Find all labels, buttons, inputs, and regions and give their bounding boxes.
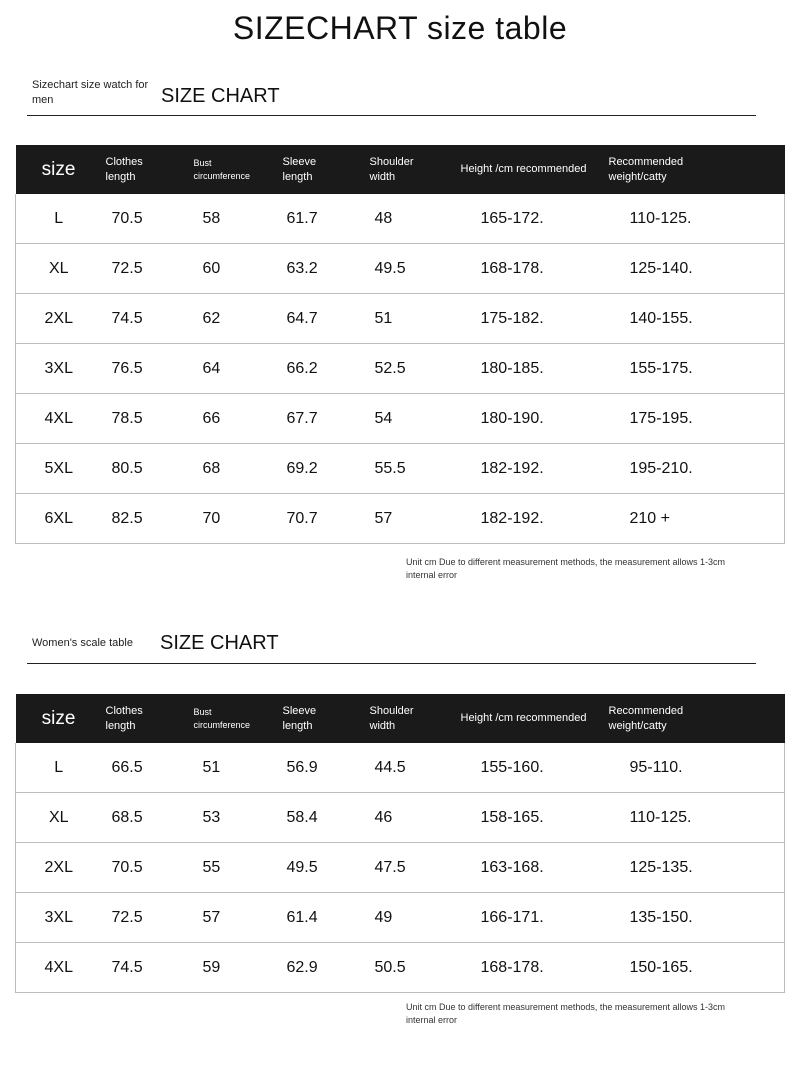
cell-height: 168-178. [461, 943, 609, 993]
table-row [16, 793, 785, 843]
table-row [16, 743, 785, 793]
cell-bust: 55 [194, 843, 283, 893]
cell-sleeve-length: 64.7 [283, 294, 370, 344]
cell-sleeve-length: 67.7 [283, 394, 370, 444]
cell-weight: 175-195. [609, 394, 785, 444]
cell-bust: 51 [194, 743, 283, 793]
cell-clothes-length: 70.5 [102, 194, 194, 244]
cell-clothes-length: 74.5 [102, 943, 194, 993]
men-size-table [15, 145, 785, 544]
table-row [16, 494, 785, 544]
cell-weight: 140-155. [609, 294, 785, 344]
table-row [16, 843, 785, 893]
cell-clothes-length: 80.5 [102, 444, 194, 494]
cell-weight: 110-125. [609, 793, 785, 843]
cell-size: 4XL [16, 943, 102, 993]
cell-shoulder-width: 52.5 [370, 344, 461, 394]
header-size: size [16, 694, 102, 743]
cell-weight: 110-125. [609, 194, 785, 244]
cell-bust: 64 [194, 344, 283, 394]
cell-sleeve-length: 62.9 [283, 943, 370, 993]
table-header-row [16, 145, 785, 194]
cell-height: 155-160. [461, 743, 609, 793]
cell-clothes-length: 72.5 [102, 893, 194, 943]
cell-clothes-length: 68.5 [102, 793, 194, 843]
cell-size: XL [16, 793, 102, 843]
men-table-body [16, 194, 785, 544]
cell-bust: 59 [194, 943, 283, 993]
cell-sleeve-length: 70.7 [283, 494, 370, 544]
cell-weight: 150-165. [609, 943, 785, 993]
cell-height: 182-192. [461, 494, 609, 544]
men-section-title: SIZE CHART [161, 85, 280, 107]
cell-shoulder-width: 46 [370, 793, 461, 843]
table-row [16, 394, 785, 444]
table-row [16, 294, 785, 344]
header-height: Height /cm recommended [461, 694, 609, 743]
header-sleeve: Sleeve length [283, 145, 370, 194]
cell-shoulder-width: 54 [370, 394, 461, 444]
cell-weight: 95-110. [609, 743, 785, 793]
table-row [16, 194, 785, 244]
cell-weight: 155-175. [609, 344, 785, 394]
header-height: Height /cm recommended [461, 145, 609, 194]
header-shoulder: Shoulder width [370, 694, 461, 743]
cell-shoulder-width: 55.5 [370, 444, 461, 494]
cell-bust: 70 [194, 494, 283, 544]
cell-weight: 125-135. [609, 843, 785, 893]
cell-bust: 68 [194, 444, 283, 494]
cell-height: 182-192. [461, 444, 609, 494]
header-size: size [16, 145, 102, 194]
header-bust: Bust circumference [194, 145, 283, 194]
cell-size: 2XL [16, 294, 102, 344]
cell-clothes-length: 66.5 [102, 743, 194, 793]
cell-size: L [16, 743, 102, 793]
cell-size: 5XL [16, 444, 102, 494]
cell-shoulder-width: 47.5 [370, 843, 461, 893]
table-row [16, 244, 785, 294]
header-clothes-length: Clothes length [102, 145, 194, 194]
cell-clothes-length: 82.5 [102, 494, 194, 544]
cell-height: 168-178. [461, 244, 609, 294]
page-title: SIZECHART size table [232, 10, 568, 46]
header-weight: Recommended weight/catty [609, 145, 785, 194]
cell-height: 166-171. [461, 893, 609, 943]
women-section-title: SIZE CHART [160, 632, 279, 654]
header-clothes-length: Clothes length [102, 694, 194, 743]
cell-clothes-length: 70.5 [102, 843, 194, 893]
cell-sleeve-length: 56.9 [283, 743, 370, 793]
cell-height: 165-172. [461, 194, 609, 244]
cell-height: 163-168. [461, 843, 609, 893]
cell-size: XL [16, 244, 102, 294]
cell-height: 180-190. [461, 394, 609, 444]
cell-shoulder-width: 51 [370, 294, 461, 344]
cell-shoulder-width: 50.5 [370, 943, 461, 993]
cell-sleeve-length: 66.2 [283, 344, 370, 394]
cell-sleeve-length: 69.2 [283, 444, 370, 494]
cell-weight: 210 + [609, 494, 785, 544]
cell-clothes-length: 76.5 [102, 344, 194, 394]
cell-clothes-length: 78.5 [102, 394, 194, 444]
table-header-row [16, 694, 785, 743]
cell-size: 3XL [16, 893, 102, 943]
cell-height: 175-182. [461, 294, 609, 344]
cell-sleeve-length: 49.5 [283, 843, 370, 893]
header-shoulder: Shoulder width [370, 145, 461, 194]
cell-shoulder-width: 49.5 [370, 244, 461, 294]
cell-size: 6XL [16, 494, 102, 544]
table-row [16, 943, 785, 993]
cell-shoulder-width: 57 [370, 494, 461, 544]
cell-size: 2XL [16, 843, 102, 893]
cell-height: 180-185. [461, 344, 609, 394]
women-section-subtitle: Women's scale table [32, 637, 133, 649]
cell-size: L [16, 194, 102, 244]
header-sleeve: Sleeve length [283, 694, 370, 743]
cell-sleeve-length: 61.7 [283, 194, 370, 244]
table-row [16, 444, 785, 494]
cell-bust: 53 [194, 793, 283, 843]
header-weight: Recommended weight/catty [609, 694, 785, 743]
table-row [16, 893, 785, 943]
men-section-subtitle: Sizechart size watch for men [32, 79, 149, 106]
cell-shoulder-width: 44.5 [370, 743, 461, 793]
cell-sleeve-length: 61.4 [283, 893, 370, 943]
cell-bust: 62 [194, 294, 283, 344]
women-section-heading [27, 626, 756, 664]
cell-shoulder-width: 48 [370, 194, 461, 244]
men-section-heading [27, 78, 756, 116]
cell-size: 4XL [16, 394, 102, 444]
men-footnote: Unit cm Due to different measurement methods, the measurement allows 1-3cm internal error [406, 557, 725, 580]
women-table-body [16, 743, 785, 993]
table-row [16, 344, 785, 394]
women-size-table [15, 694, 785, 993]
cell-bust: 58 [194, 194, 283, 244]
cell-sleeve-length: 58.4 [283, 793, 370, 843]
header-bust: Bust circumference [194, 694, 283, 743]
cell-clothes-length: 72.5 [102, 244, 194, 294]
cell-bust: 60 [194, 244, 283, 294]
cell-clothes-length: 74.5 [102, 294, 194, 344]
cell-weight: 135-150. [609, 893, 785, 943]
cell-shoulder-width: 49 [370, 893, 461, 943]
women-footnote: Unit cm Due to different measurement methods, the measurement allows 1-3cm internal error [406, 1002, 725, 1025]
cell-bust: 66 [194, 394, 283, 444]
cell-height: 158-165. [461, 793, 609, 843]
cell-weight: 125-140. [609, 244, 785, 294]
cell-bust: 57 [194, 893, 283, 943]
cell-sleeve-length: 63.2 [283, 244, 370, 294]
cell-weight: 195-210. [609, 444, 785, 494]
cell-size: 3XL [16, 344, 102, 394]
